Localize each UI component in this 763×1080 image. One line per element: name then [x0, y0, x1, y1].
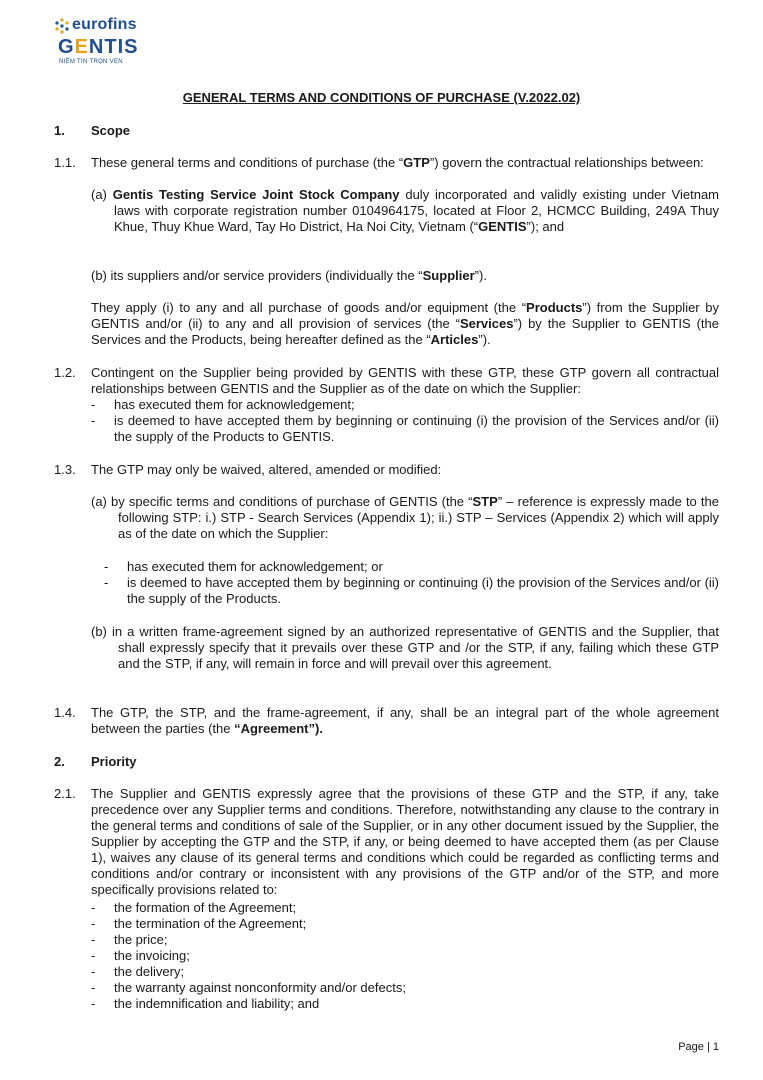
- list-item: - the formation of the Agreement;: [91, 900, 719, 916]
- company-logo: [52, 14, 162, 66]
- logo-name: GENTIS: [58, 36, 139, 58]
- clause-paragraph: They apply (i) to any and all purchase of goods and/or equipment (the “Products”) from the Supplier by GENTIS and/or (ii) to any and all provision of services (the “Services”) by the Supplier to GENTIS (the Services and the Products, being hereafter defined as the “Articles”).: [91, 300, 719, 347]
- logo-brand: eurofins: [72, 16, 137, 33]
- clause-number: 1.3.: [54, 462, 76, 477]
- subclause-a: (a) by specific terms and conditions of purchase of GENTIS (the “STP” – reference is expressly made to the following STP: i.) STP - Search Services (Appendix 1); ii.) STP – Services (Appendix 2) which will apply as of the date on which the Supplier:: [91, 494, 719, 541]
- eurofins-dots-icon: [54, 18, 70, 34]
- logo-tagline: NIỀM TIN TRỌN VẸN: [59, 59, 123, 65]
- list-item: - the termination of the Agreement;: [91, 916, 719, 932]
- clause-text: The GTP may only be waived, altered, amended or modified:: [91, 462, 442, 477]
- page-number: Page | 1: [678, 1041, 719, 1053]
- clause-number: 1.4.: [54, 705, 76, 720]
- subclause-b: (b) its suppliers and/or service providers (individually the “Supplier”).: [91, 268, 487, 283]
- list-item: - the price;: [91, 932, 719, 948]
- list-item: - is deemed to have accepted them by beginning or continuing (i) the provision of the Services and/or (ii) the supply of the Products to GENTIS.: [91, 413, 719, 445]
- section-heading: Scope: [91, 123, 131, 138]
- section-heading: Priority: [91, 754, 137, 769]
- clause-text: These general terms and conditions of purchase (the “GTP”) govern the contractual relationships between:: [91, 155, 704, 170]
- clause-number: 1.1.: [54, 155, 76, 170]
- subclause-a: (a) Gentis Testing Service Joint Stock Company duly incorporated and validly existing under Vietnam laws with corporate registration number 0104964175, located at Floor 2, HCMCC Building, 249A Thuy Khue, Thuy Khue Ward, Tay Ho District, Ha Noi City, Vietnam (“GENTIS”); and: [91, 187, 720, 234]
- clause-number: 1.2.: [54, 365, 76, 380]
- list-item: - the delivery;: [91, 964, 719, 980]
- clause-text: The GTP, the STP, and the frame-agreement, if any, shall be an integral part of the whole agreement between the parties (the “Agreement”).: [91, 705, 719, 736]
- list-item: - is deemed to have accepted them by beginning or continuing (i) the provision of the Services and/or (ii) the supply of the Products.: [104, 575, 719, 607]
- list-item: - the indemnification and liability; and: [91, 996, 719, 1012]
- list-item: - the warranty against nonconformity and/or defects;: [91, 980, 719, 996]
- list-item: - the invoicing;: [91, 948, 719, 964]
- list-item: - has executed them for acknowledgement; or: [104, 559, 719, 575]
- document-title: GENERAL TERMS AND CONDITIONS OF PURCHASE (V.2022.02): [182, 90, 581, 105]
- clause-text: Contingent on the Supplier being provided by GENTIS with these GTP, these GTP govern all contractual relationships between GENTIS and the Supplier as of the date on which the Supplier:: [91, 365, 719, 396]
- section-number: 1.: [54, 123, 65, 138]
- subclause-b: (b) in a written frame-agreement signed by an authorized representative of GENTIS and the Supplier, that shall expressly specify that it prevails over these GTP and /or the STP, if any, failing which these GTP and the STP, if any, will remain in force and will prevail over this agreement.: [91, 624, 719, 671]
- clause-number: 2.1.: [54, 786, 76, 801]
- clause-text: The Supplier and GENTIS expressly agree that the provisions of these GTP and the STP, if any, take precedence over any Supplier terms and conditions. Therefore, notwithstanding any clause to the contrary in the general terms and conditions of sale of the Supplier, or in any other document issued by the Supplier, the Supplier by accepting the GTP and the STP, if any, or being deemed to have accepted them (as per Clause 1), waives any clause of its general terms and conditions which could be regarded as conflicting terms and conditions and/or contrary or inconsistent with any provisions of the GTP and/or of the STP, and more specifically provisions related to:: [91, 786, 719, 897]
- list-item: - has executed them for acknowledgement;: [91, 397, 719, 413]
- section-number: 2.: [54, 754, 65, 769]
